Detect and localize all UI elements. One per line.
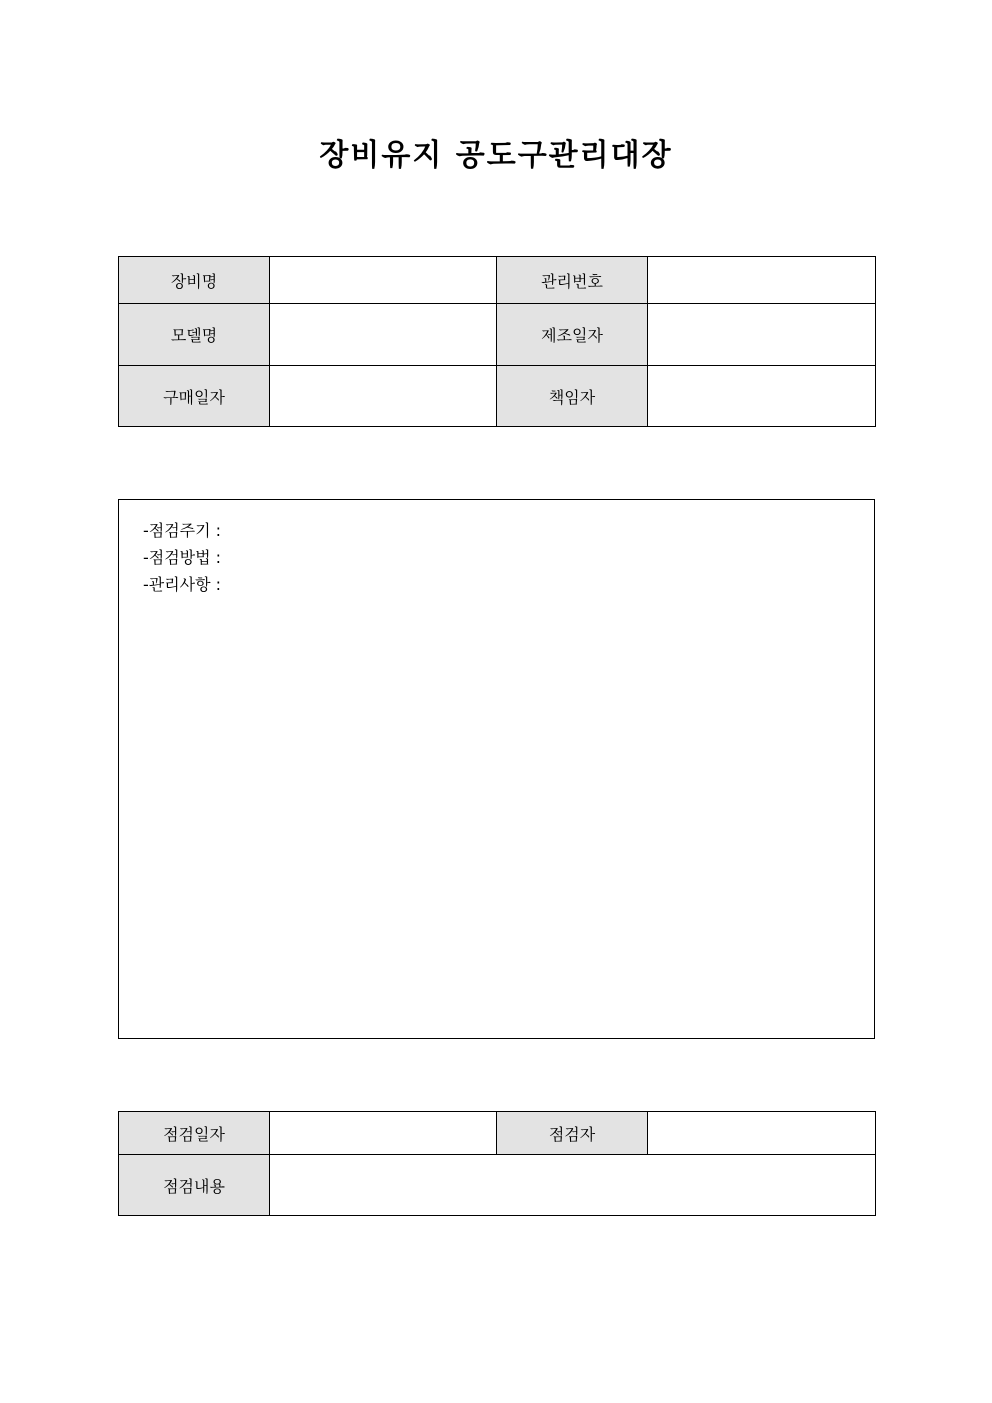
model-name-field[interactable]	[270, 304, 497, 366]
purchase-date-label: 구매일자	[119, 366, 270, 427]
inspection-date-field[interactable]	[270, 1112, 497, 1155]
equipment-name-label: 장비명	[119, 257, 270, 304]
table-row	[119, 257, 876, 304]
inspection-content-field[interactable]	[270, 1155, 876, 1216]
notes-box[interactable]	[118, 499, 875, 1039]
equipment-name-field[interactable]	[270, 257, 497, 304]
document-title: 장비유지 공도구관리대장	[319, 138, 673, 173]
equipment-info-table	[118, 256, 876, 427]
table-row	[119, 366, 876, 427]
management-number-label: 관리번호	[497, 257, 648, 304]
management-items-text: -관리사항 :	[143, 575, 222, 594]
inspection-content-label: 점검내용	[119, 1155, 270, 1216]
inspection-table	[118, 1111, 876, 1216]
responsible-person-field[interactable]	[648, 366, 876, 427]
inspection-method-text: -점검방법 :	[143, 548, 222, 567]
responsible-person-label: 책임자	[497, 366, 648, 427]
purchase-date-field[interactable]	[270, 366, 497, 427]
inspection-cycle-text: -점검주기 :	[143, 521, 222, 540]
manufacture-date-field[interactable]	[648, 304, 876, 366]
management-number-field[interactable]	[648, 257, 876, 304]
model-name-label: 모델명	[119, 304, 270, 366]
table-row	[119, 1112, 876, 1155]
manufacture-date-label: 제조일자	[497, 304, 648, 366]
inspector-label: 점검자	[497, 1112, 648, 1155]
inspector-field[interactable]	[648, 1112, 876, 1155]
table-row	[119, 1155, 876, 1216]
table-row	[119, 304, 876, 366]
inspection-date-label: 점검일자	[119, 1112, 270, 1155]
